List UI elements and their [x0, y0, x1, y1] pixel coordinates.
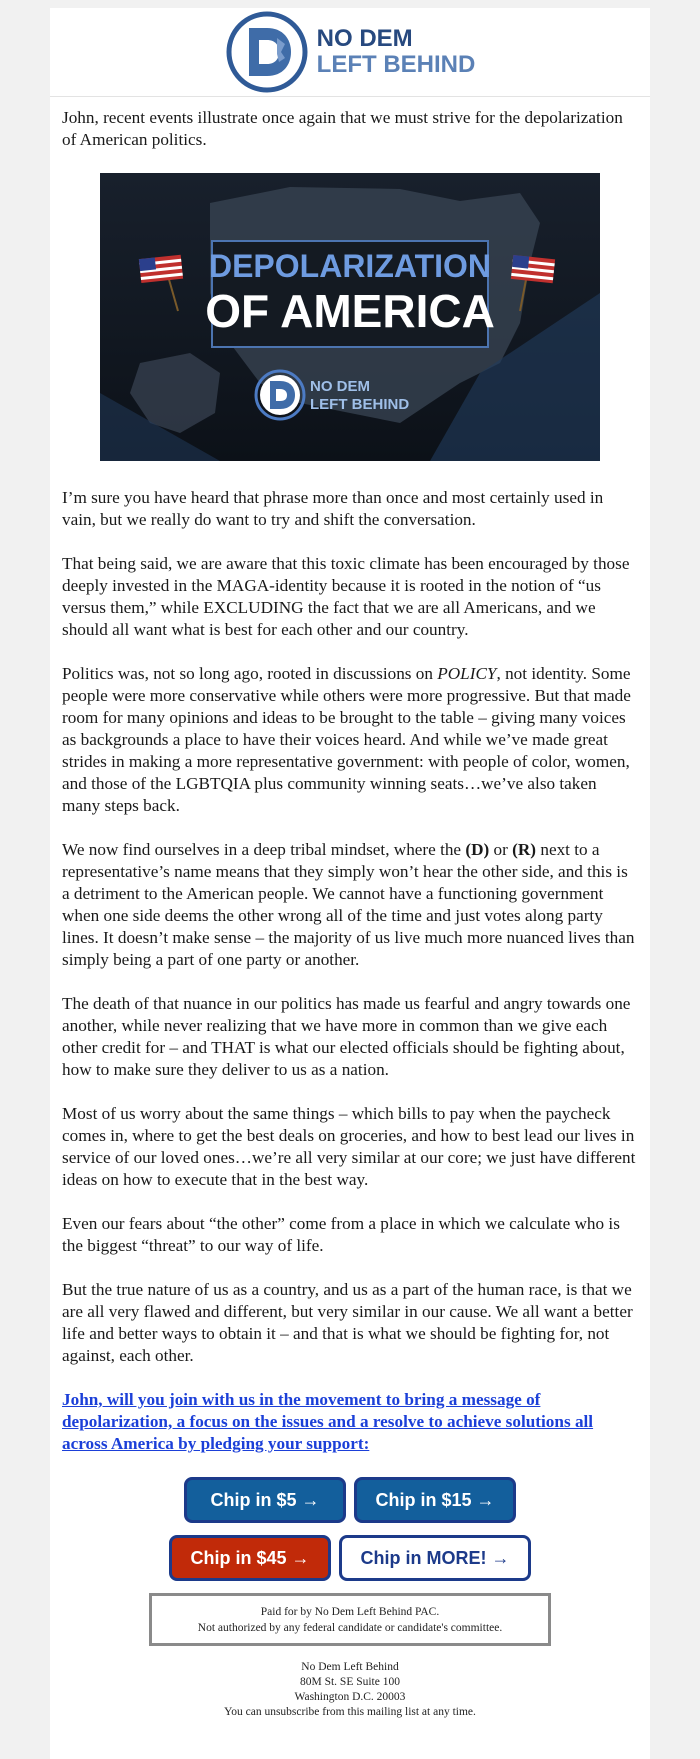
hero-logo-line-2: LEFT BEHIND — [310, 396, 410, 413]
disclaimer-line-2: Not authorized by any federal candidate or candidate's committee. — [197, 1622, 503, 1634]
paragraph-3-a: Politics was, not so long ago, rooted in discussions on — [62, 664, 438, 683]
policy-emphasis: POLICY — [437, 664, 497, 683]
paragraph-1: I’m sure you have heard that phrase more than once and most certainly used in vain, but we really do want to try and shift the conversation. — [62, 488, 604, 529]
email-container — [50, 8, 650, 1759]
email-body — [50, 97, 650, 1720]
footer-address-1: 80M St. SE Suite 100 — [299, 1676, 400, 1688]
paragraph-4-or: or — [489, 840, 513, 859]
paragraph-6: Most of us worry about the same things – which bills to pay when the paycheck comes in, where to get the best deals on groceries, and how to best lead our lives in service of our loved ones…we’re all very similar at our core; we just have different ideas on how to execute that in the best way. — [62, 1104, 636, 1189]
paragraph-2: That being said, we are aware that this toxic climate has been encouraged by those deeply invested in the MAGA-identity because it is rooted in the notion of “us versus them,” while EXCLUDING the fact that we are all Americans, and we should all want what is best for each other and our country. — [62, 554, 630, 639]
paragraph-3 — [62, 663, 638, 817]
chip-in-more-button[interactable]: Chip in MORE! → — [339, 1535, 531, 1581]
paragraph-7: Even our fears about “the other” come from a place in which we calculate who is the biggest “threat” to our way of life. — [62, 1214, 620, 1255]
donation-buttons — [62, 1477, 638, 1581]
chip-in-15-button[interactable]: Chip in $15 → — [354, 1477, 516, 1523]
disclaimer-line-1: Paid for by No Dem Left Behind PAC. — [260, 1606, 440, 1618]
paragraph-4 — [62, 839, 638, 971]
donation-row-1 — [62, 1477, 638, 1523]
hero-title-line-2: OF AMERICA — [205, 285, 495, 337]
paragraph-4-b: next to a representative’s name means that they simply won’t hear the other side, and this is a detriment to the American people. We cannot have a functioning government when one side deems the other wrong all of the time and just votes along party lines. It doesn’t make sense – the majority of us live much more nuanced lives than simply being a part of one party or another. — [62, 840, 635, 969]
email-header — [50, 8, 650, 97]
footer-address-2: Washington D.C. 20003 — [294, 1691, 406, 1703]
unsubscribe-text[interactable]: You can unsubscribe from this mailing list at any time. — [224, 1706, 476, 1718]
d-logo-icon — [225, 10, 309, 94]
donation-row-2 — [62, 1535, 638, 1581]
chip-in-45-button[interactable]: Chip in $45 → — [169, 1535, 331, 1581]
democrat-label: (D) — [465, 840, 490, 859]
paid-for-disclaimer — [149, 1593, 551, 1646]
chip-in-5-button[interactable]: Chip in $5 → — [184, 1477, 346, 1523]
logo-line-2: LEFT BEHIND — [316, 51, 476, 78]
footer-org: No Dem Left Behind — [301, 1661, 399, 1673]
paragraph-5: The death of that nuance in our politics has made us fearful and angry towards one another, while never realizing that we have more in common than we give each other credit for – and THAT is what our elected officials should be fighting about, how to make sure they deliver to us as a nation. — [62, 994, 631, 1079]
email-footer — [62, 1660, 638, 1720]
paragraph-3-b: , not identity. Some people were more conservative while others were more progressive. But that made room for many opinions and ideas to be brought to the table – giving many voices as backgrounds a place to have their voices heard. And while we’ve made great strides in making a more representative government: with people of color, women, and those of the LGBTQIA plus community winning seats…we’ve also taken many steps back. — [62, 664, 631, 815]
republican-label: (R) — [512, 840, 537, 859]
paragraph-8: But the true nature of us as a country, and us as a part of the human race, is that we are all very flawed and different, but very similar in our cause. We all want a better life and better ways to obtain it – and that is what we should be fighting for, not against, each other. — [62, 1280, 633, 1365]
hero-title-line-1: DEPOLARIZATION — [208, 248, 492, 284]
logo-text — [317, 26, 476, 78]
intro-paragraph: John, recent events illustrate once again that we must strive for the depolarization of American politics. — [62, 108, 623, 149]
hero-logo-line-1: NO DEM — [310, 378, 370, 395]
logo[interactable] — [225, 10, 476, 94]
logo-line-1: NO DEM — [316, 25, 413, 52]
pledge-cta-link[interactable]: John, will you join with us in the movement to bring a message of depolarization, a focus on the issues and a resolve to achieve solutions all across America by pledging your support: — [62, 1390, 594, 1453]
paragraph-4-a: We now find ourselves in a deep tribal mindset, where the — [62, 840, 466, 859]
hero-banner-image[interactable] — [100, 173, 600, 461]
